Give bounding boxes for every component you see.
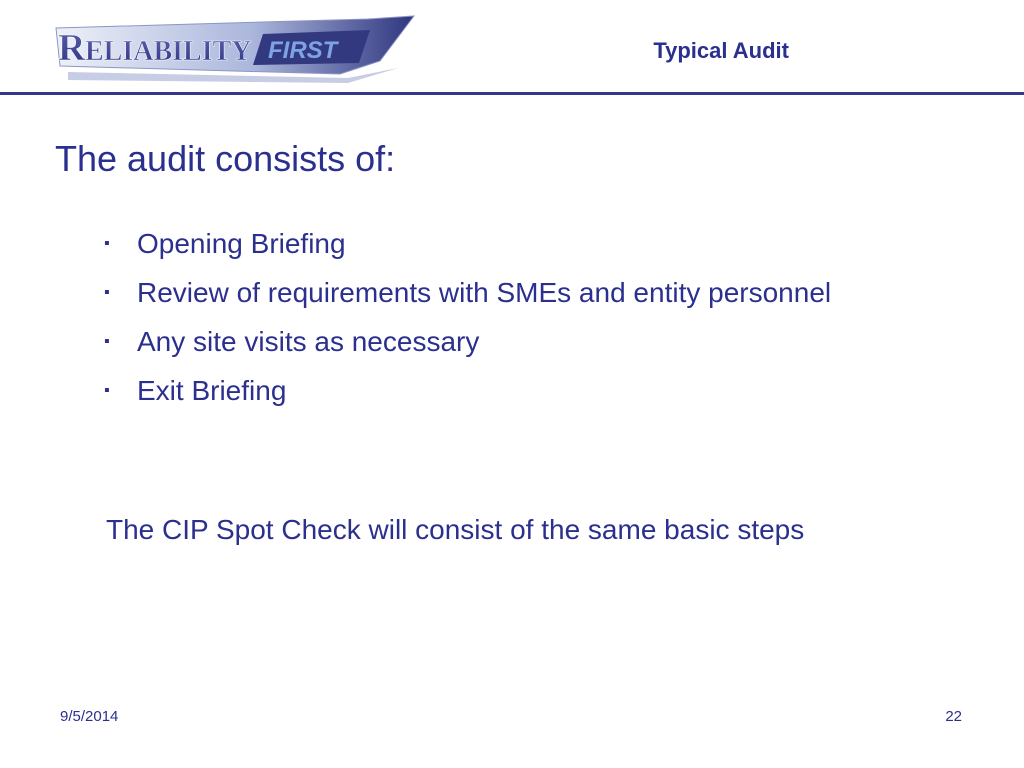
- bullet-text: Opening Briefing: [137, 228, 346, 259]
- footer-date: 9/5/2014: [60, 708, 119, 725]
- bullet-item: [104, 372, 864, 410]
- bullet-item: [104, 274, 864, 312]
- bullet-text: Review of requirements with SMEs and entity personnel: [137, 277, 832, 308]
- summary-paragraph: The CIP Spot Check will consist of the same basic steps: [106, 514, 805, 545]
- svg-text:ELIABILITY: ELIABILITY: [85, 36, 252, 67]
- square-bullet-icon: ▪: [104, 333, 110, 350]
- bullet-text: Exit Briefing: [137, 375, 287, 406]
- header-title: Typical Audit: [653, 38, 789, 63]
- square-bullet-icon: ▪: [104, 284, 110, 301]
- slide-heading: The audit consists of:: [55, 138, 396, 179]
- bullet-list: [104, 225, 864, 421]
- reliabilityfirst-logo: [48, 14, 420, 84]
- square-bullet-icon: ▪: [104, 235, 110, 252]
- svg-text:R: R: [58, 27, 86, 69]
- header-divider: [0, 92, 1024, 95]
- page-number: 22: [945, 708, 962, 725]
- svg-text:FIRST: FIRST: [268, 37, 338, 64]
- bullet-text: Any site visits as necessary: [137, 326, 480, 357]
- square-bullet-icon: ▪: [104, 382, 110, 399]
- bullet-item: [104, 323, 864, 361]
- bullet-item: [104, 225, 864, 263]
